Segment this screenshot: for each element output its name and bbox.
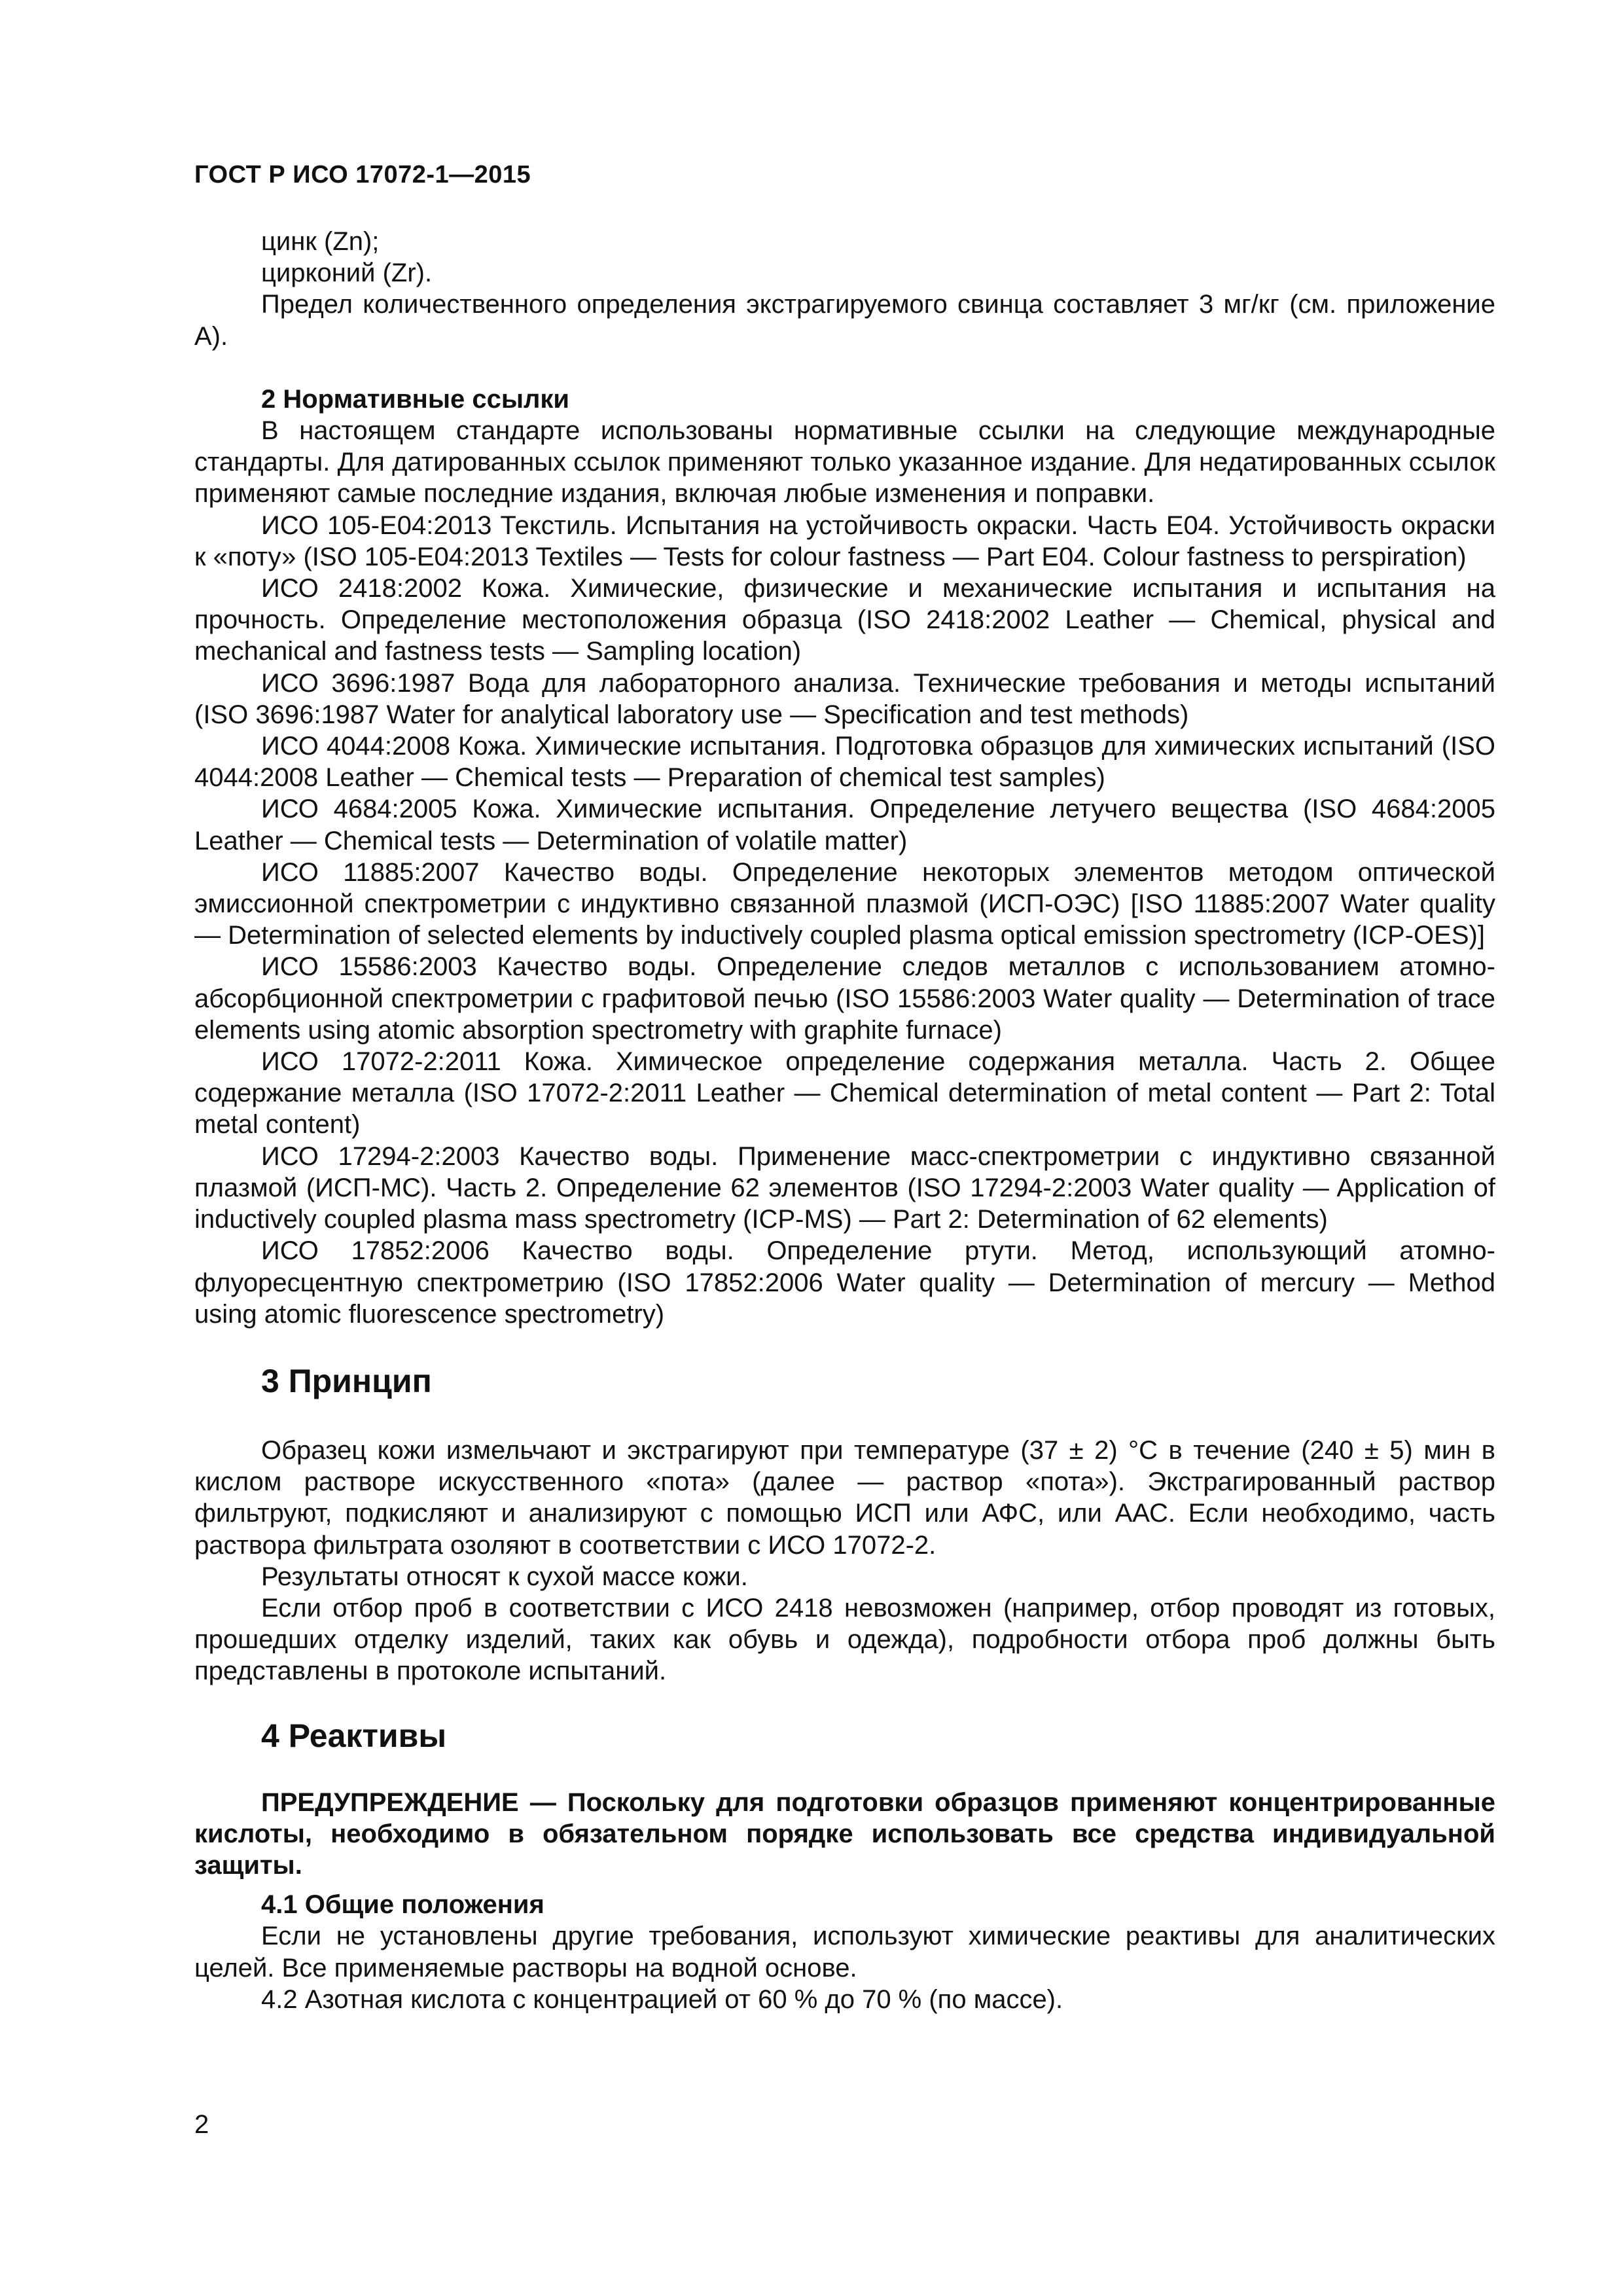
page-number: 2 bbox=[194, 2110, 209, 2139]
reference-iso-3696: ИСО 3696:1987 Вода для лабораторного анализа. Технические требования и методы испытаний (ISO 3696:1987 Water for analytical laboratory use — Specification and test methods) bbox=[194, 668, 1495, 729]
section-3-paragraph: Результаты относят к сухой массе кожи. bbox=[261, 1562, 748, 1591]
document-header: ГОСТ Р ИСО 17072-1—2015 bbox=[194, 161, 531, 188]
section-3-heading: 3 Принцип bbox=[261, 1362, 432, 1399]
reference-iso-17294-2: ИСО 17294-2:2003 Качество воды. Применение масс-спектрометрии с индуктивно связанной плазмой (ИСП-МС). Часть 2. Определение 62 элементов (ISO 17294-2:2003 Water quality — Application of inductively coupled plasma mass spectrometry (ICP-MS) — Part 2: Determination of 62 elements) bbox=[194, 1141, 1495, 1234]
section-4-paragraph: Если не установлены другие требования, используют химические реактивы для аналитических целей. Все применяемые растворы на водной основе. bbox=[194, 1922, 1495, 1982]
reference-iso-17072-2: ИСО 17072-2:2011 Кожа. Химическое определение содержания металла. Часть 2. Общее содержание металла (ISO 17072-2:2011 Leather — Chemical determination of metal content — Part 2: Total metal content) bbox=[194, 1047, 1495, 1139]
reference-iso-17852: ИСО 17852:2006 Качество воды. Определение ртути. Метод, использующий атомно-флуоресцентную спектрометрию (ISO 17852:2006 Water quality — Determination of mercury — Method using atomic fluorescence spectrometry) bbox=[194, 1236, 1495, 1329]
subsection-4-1-heading: 4.1 Общие положения bbox=[261, 1890, 544, 1920]
reference-iso-4044: ИСО 4044:2008 Кожа. Химические испытания. Подготовка образцов для химических испытаний (ISO 4044:2008 Leather — Chemical tests — Preparation of chemical test samples) bbox=[194, 732, 1495, 793]
section-4-paragraph: 4.2 Азотная кислота с концентрацией от 60 % до 70 % (по массе). bbox=[261, 1984, 1063, 2014]
reference-iso-4684: ИСО 4684:2005 Кожа. Химические испытания. Определение летучего вещества (ISO 4684:2005 Leather — Chemical tests — Determination of volatile matter) bbox=[194, 795, 1495, 855]
reference-iso-11885: ИСО 11885:2007 Качество воды. Определение некоторых элементов методом оптической эмиссионной спектрометрии с индуктивно связанной плазмой (ИСП-ОЭС) [ISO 11885:2007 Water quality — Determination of selected elements by inductively coupled plasma optical emission spectrometry (ICP-OES)] bbox=[194, 857, 1495, 950]
section-2-heading: 2 Нормативные ссылки bbox=[261, 384, 570, 414]
section-4-heading: 4 Реактивы bbox=[261, 1717, 447, 1754]
intro-paragraph: Предел количественного определения экстрагируемого свинца составляет 3 мг/кг (см. приложение А). bbox=[194, 290, 1495, 351]
reference-iso-2418: ИСО 2418:2002 Кожа. Химические, физические и механические испытания и испытания на прочность. Определение местоположения образца (ISO 2418:2002 Leather — Chemical, physical and mechanical and fastness tests — Sampling location) bbox=[194, 574, 1495, 666]
section-3-paragraph: Если отбор проб в соответствии с ИСО 2418 невозможен (например, отбор проводят из готовых, прошедших отделку изделий, таких как обувь и одежда), подробности отбора проб должны быть представлены в протоколе испытаний. bbox=[194, 1593, 1495, 1686]
section-3-paragraph: Образец кожи измельчают и экстрагируют при температуре (37 ± 2) °С в течение (240 ± 5) мин в кислом растворе искусственного «пота» (далее — раствор «пота»). Экстрагированный раствор фильтруют, подкисляют и анализируют с помощью ИСП или АФС, или ААС. Если необходимо, часть раствора фильтрата озоляют в соответствии с ИСО 17072-2. bbox=[194, 1435, 1495, 1560]
intro-line: цирконий (Zr). bbox=[261, 259, 433, 288]
warning-text: ПРЕДУПРЕЖДЕНИЕ — Поскольку для подготовки образцов применяют концентрированные кислоты, необходимо в обязательном порядке использовать все средства индивидуальной защиты. bbox=[194, 1787, 1495, 1880]
intro-line: цинк (Zn); bbox=[261, 227, 380, 256]
section-2-paragraph: В настоящем стандарте использованы нормативные ссылки на следующие международные стандарты. Для датированных ссылок применяют только указанное издание. Для недатированных ссылок применяют самые последние издания, включая любые изменения и поправки. bbox=[194, 416, 1495, 509]
reference-iso-105-e04: ИСО 105-Е04:2013 Текстиль. Испытания на устойчивость окраски. Часть Е04. Устойчивость окраски к «поту» (ISO 105-E04:2013 Textiles — Tests for colour fastness — Part E04. Colour fastness to perspiration) bbox=[194, 511, 1495, 571]
reference-iso-15586: ИСО 15586:2003 Качество воды. Определение следов металлов с использованием атомно-абсорбционной спектрометрии с графитовой печью (ISO 15586:2003 Water quality — Determination of trace elements using atomic absorption spectrometry with graphite furnace) bbox=[194, 952, 1495, 1045]
document-body bbox=[194, 226, 1495, 2015]
